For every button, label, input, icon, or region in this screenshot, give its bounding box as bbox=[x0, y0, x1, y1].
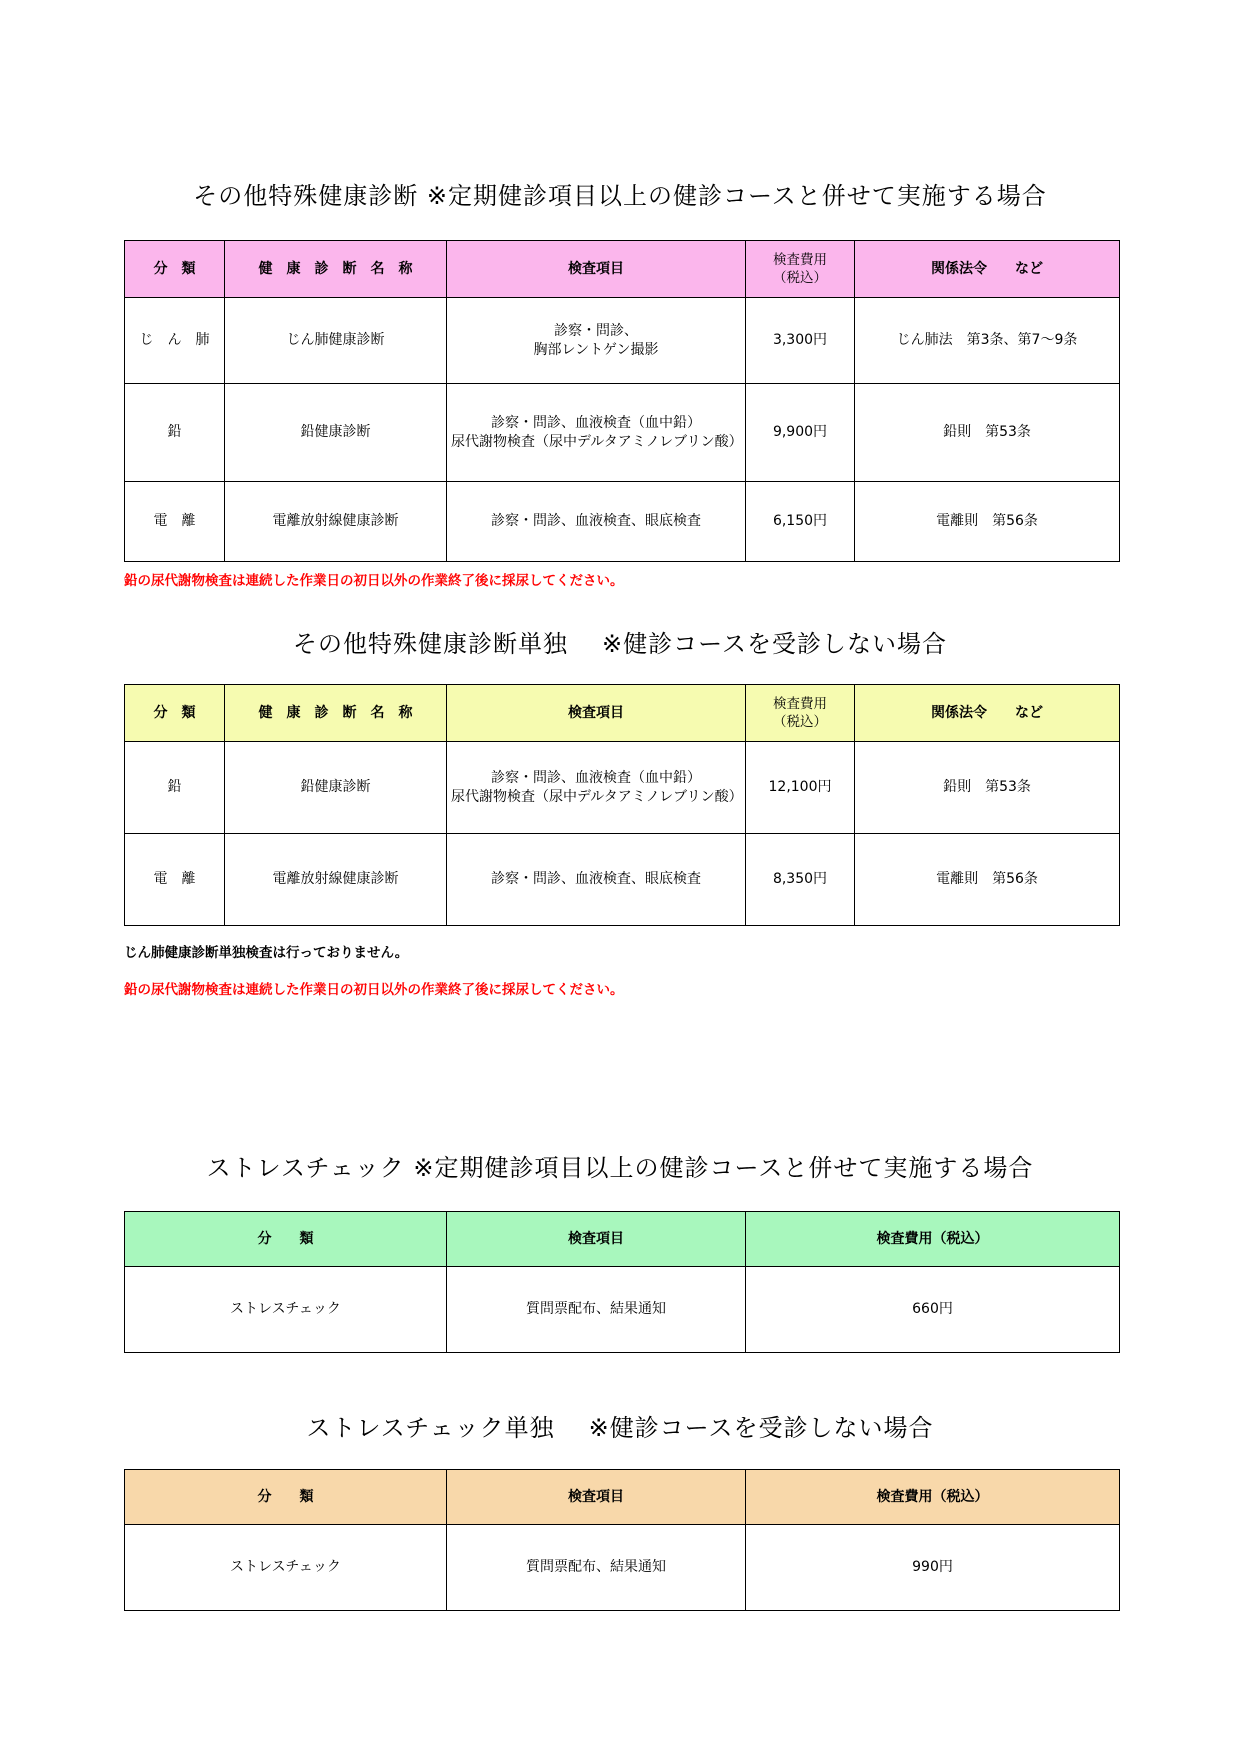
cell-category: 電 離 bbox=[125, 834, 225, 926]
cell-exam-name: 電離放射線健康診断 bbox=[225, 482, 447, 562]
cell-category: ストレスチェック bbox=[125, 1267, 447, 1353]
section-1-title-main: その他特殊健康診断 bbox=[193, 182, 419, 210]
section-4-title-main: ストレスチェック単独 bbox=[306, 1414, 555, 1442]
table-header-row bbox=[125, 685, 1120, 742]
special-health-exam-table bbox=[124, 240, 1120, 562]
header-cost: 検査費用 （税込） bbox=[746, 685, 855, 742]
section-3-title bbox=[0, 1148, 1240, 1183]
stress-check-table bbox=[124, 1211, 1120, 1353]
cell-cost: 9,900円 bbox=[746, 384, 855, 482]
cell-exam-items: 診察・問診、血液検査（血中鉛） 尿代謝物検査（尿中デルタアミノレブリン酸） bbox=[447, 742, 746, 834]
lead-urine-note: 鉛の尿代謝物検査は連続した作業日の初日以外の作業終了後に採尿してください。 bbox=[124, 982, 624, 998]
cell-cost: 8,350円 bbox=[746, 834, 855, 926]
header-exam-name: 健 康 診 断 名 称 bbox=[225, 685, 447, 742]
section-2-subtitle: ※健診コースを受診しない場合 bbox=[602, 630, 947, 658]
header-law: 関係法令 など bbox=[855, 685, 1120, 742]
cell-law: 鉛則 第53条 bbox=[855, 742, 1120, 834]
table-row bbox=[125, 1267, 1120, 1353]
section-3-subtitle: ※定期健診項目以上の健診コースと併せて実施する場合 bbox=[413, 1154, 1034, 1182]
cell-exam-name: 電離放射線健康診断 bbox=[225, 834, 447, 926]
header-category: 分 類 bbox=[125, 685, 225, 742]
header-category: 分 類 bbox=[125, 241, 225, 298]
cell-exam-name: 鉛健康診断 bbox=[225, 384, 447, 482]
cell-cost: 12,100円 bbox=[746, 742, 855, 834]
cell-category: 電 離 bbox=[125, 482, 225, 562]
table-row bbox=[125, 834, 1120, 926]
section-1-subtitle: ※定期健診項目以上の健診コースと併せて実施する場合 bbox=[426, 182, 1047, 210]
table-row bbox=[125, 384, 1120, 482]
table-header-row bbox=[125, 241, 1120, 298]
cell-cost: 990円 bbox=[746, 1525, 1120, 1611]
stress-check-standalone-table bbox=[124, 1469, 1120, 1611]
cell-exam-name: 鉛健康診断 bbox=[225, 742, 447, 834]
cell-exam-items: 診察・問診、血液検査、眼底検査 bbox=[447, 482, 746, 562]
cell-exam-items: 質問票配布、結果通知 bbox=[447, 1267, 746, 1353]
section-2-title bbox=[0, 624, 1240, 659]
header-cost: 検査費用（税込） bbox=[746, 1470, 1120, 1525]
pneumoconiosis-note: じん肺健康診断単独検査は行っておりません。 bbox=[124, 945, 409, 961]
header-cost: 検査費用 （税込） bbox=[746, 241, 855, 298]
table-row bbox=[125, 482, 1120, 562]
cell-exam-items: 診察・問診、血液検査、眼底検査 bbox=[447, 834, 746, 926]
header-exam-items: 検査項目 bbox=[447, 685, 746, 742]
cell-category: じ ん 肺 bbox=[125, 298, 225, 384]
cell-category: 鉛 bbox=[125, 384, 225, 482]
cell-category: 鉛 bbox=[125, 742, 225, 834]
header-exam-items: 検査項目 bbox=[447, 1470, 746, 1525]
table-header-row bbox=[125, 1470, 1120, 1525]
section-2-title-main: その他特殊健康診断単独 bbox=[293, 630, 569, 658]
table-row bbox=[125, 298, 1120, 384]
table-header-row bbox=[125, 1212, 1120, 1267]
cell-law: 電離則 第56条 bbox=[855, 834, 1120, 926]
cell-exam-items: 診察・問診、 胸部レントゲン撮影 bbox=[447, 298, 746, 384]
cell-exam-items: 診察・問診、血液検査（血中鉛） 尿代謝物検査（尿中デルタアミノレブリン酸） bbox=[447, 384, 746, 482]
cell-category: ストレスチェック bbox=[125, 1525, 447, 1611]
special-health-exam-standalone-table bbox=[124, 684, 1120, 926]
cell-law: じん肺法 第3条、第7～9条 bbox=[855, 298, 1120, 384]
header-category: 分 類 bbox=[125, 1212, 447, 1267]
section-3-title-main: ストレスチェック bbox=[206, 1154, 405, 1182]
cell-exam-items: 質問票配布、結果通知 bbox=[447, 1525, 746, 1611]
cell-law: 電離則 第56条 bbox=[855, 482, 1120, 562]
section-4-subtitle: ※健診コースを受診しない場合 bbox=[588, 1414, 934, 1442]
lead-urine-note: 鉛の尿代謝物検査は連続した作業日の初日以外の作業終了後に採尿してください。 bbox=[124, 573, 624, 589]
cell-law: 鉛則 第53条 bbox=[855, 384, 1120, 482]
table-row bbox=[125, 742, 1120, 834]
header-exam-name: 健 康 診 断 名 称 bbox=[225, 241, 447, 298]
cell-cost: 3,300円 bbox=[746, 298, 855, 384]
table-row bbox=[125, 1525, 1120, 1611]
cell-cost: 6,150円 bbox=[746, 482, 855, 562]
header-exam-items: 検査項目 bbox=[447, 241, 746, 298]
header-exam-items: 検査項目 bbox=[447, 1212, 746, 1267]
header-law: 関係法令 など bbox=[855, 241, 1120, 298]
section-1-title bbox=[0, 176, 1240, 211]
cell-cost: 660円 bbox=[746, 1267, 1120, 1353]
cell-exam-name: じん肺健康診断 bbox=[225, 298, 447, 384]
header-cost: 検査費用（税込） bbox=[746, 1212, 1120, 1267]
header-category: 分 類 bbox=[125, 1470, 447, 1525]
section-4-title bbox=[0, 1408, 1240, 1443]
